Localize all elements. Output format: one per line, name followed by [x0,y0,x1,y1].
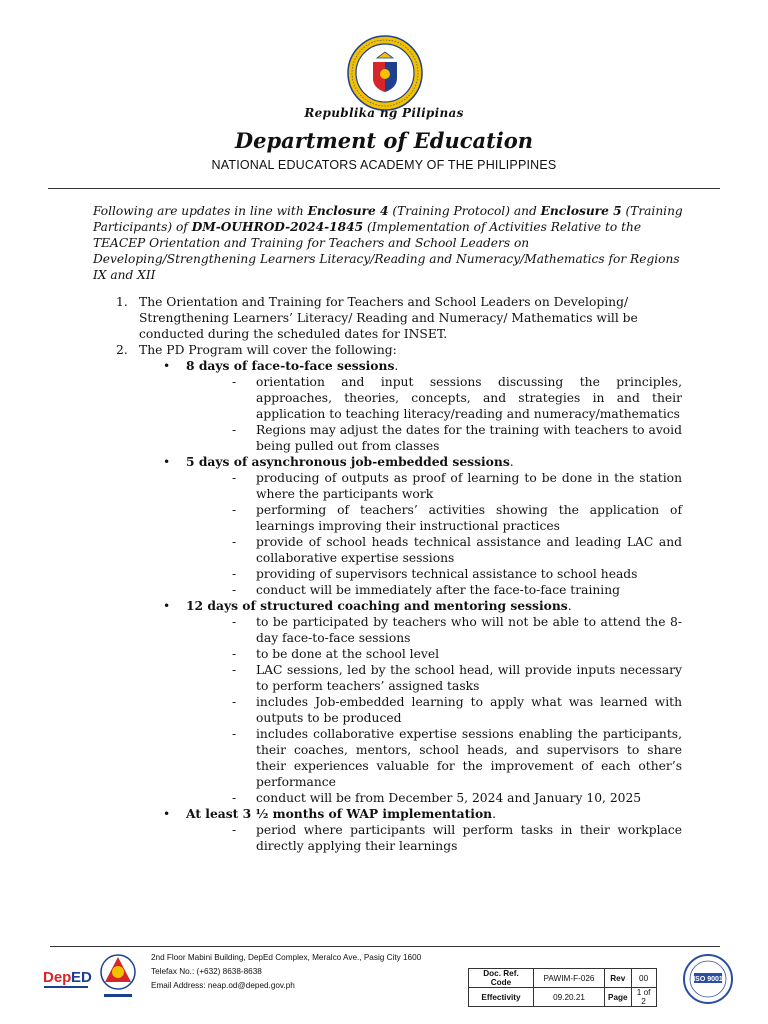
list-item-text: LAC sessions, led by the school head, will provide inputs necessary to perform teachers’ assigned tasks [256,663,682,693]
list-item [0,582,768,598]
dash-icon: - [232,375,237,389]
item-text: The PD Program will cover the following: [139,343,397,357]
intro-text-2: (Training Protocol) and [388,204,541,218]
list-item-text: to be done at the school level [256,647,440,661]
page-label: Page [605,988,632,1007]
footer-telefax: Telefax No.: (+632) 8638-8638 [151,967,262,976]
numbered-item [0,342,768,358]
list-item [0,662,768,694]
header-divider [48,188,720,189]
dash-icon: - [232,727,237,741]
section-heading [0,598,768,614]
intro-enclosure-4: Enclosure 4 [307,204,389,218]
intro-enclosure-5: Enclosure 5 [540,204,622,218]
intro-text-1: Following are updates in line with [93,204,308,218]
deped-logo [42,960,92,994]
doc-ref-table [468,968,657,1007]
doc-ref-value: PAWIM-F-026 [534,969,605,988]
dash-icon: - [232,791,237,805]
dash-icon: - [232,695,237,709]
section-heading [0,358,768,374]
list-item [0,502,768,534]
deped-seal-logo [346,34,424,112]
effectivity-label: Effectivity [469,988,534,1007]
dash-icon: - [232,535,237,549]
rev-value: 00 [631,969,656,988]
section-period: . [509,455,514,469]
dash-icon: - [232,647,237,661]
section-title: 12 days of structured coaching and mentoring sessions [186,598,568,613]
list-item-text: conduct will be immediately after the face-to-face training [256,583,621,597]
doc-ref-label: Doc. Ref. Code [469,969,534,988]
list-item-text: provide of school heads technical assistance and leading LAC and collaborative expertise sessions [256,535,682,565]
effectivity-value: 09.20.21 [534,988,605,1007]
document-body [0,294,768,854]
footer-address-block [151,951,421,993]
section-title: 8 days of face-to-face sessions [186,358,395,373]
list-item-text: period where participants will perform tasks in their workplace directly applying their learnings [256,823,682,853]
bagong-pilipinas-logo [98,952,138,1002]
bullet-icon: • [163,455,171,469]
list-item-text: to be participated by teachers who will not be able to attend the 8-day face-to-face sessions [256,615,682,645]
list-item [0,694,768,726]
list-item-text: includes collaborative expertise sessions enabling the participants, their coaches, mentors, school heads, and supervisors to share their experiences valuable for the improvement of each other’s performance [256,727,682,789]
footer-divider [50,946,720,947]
neap-subtitle: NATIONAL EDUCATORS ACADEMY OF THE PHILIPPINES [211,158,557,172]
page-value: 1 of 2 [631,988,656,1007]
intro-text-3: (Training Participants) of [93,204,683,234]
bullet-icon: • [163,599,171,613]
list-item [0,422,768,454]
dash-icon: - [232,823,237,837]
intro-text-4: (Implementation of Activities Relative to the TEACEP Orientation and Training for Teachers and School Leaders on Developing/Strengthening Learners Literacy/Reading and Numeracy/Mathematics for Regions IX and XII [93,220,680,282]
bullet-icon: • [163,359,171,373]
list-item [0,566,768,582]
dash-icon: - [232,567,237,581]
list-item [0,374,768,422]
dash-icon: - [232,663,237,677]
department-title: Department of Education [234,128,534,153]
item-text: The Orientation and Training for Teachers and School Leaders on Developing/ Strengthening Learners’ Literacy/ Reading and Numeracy/ Mathematics will be conducted during the scheduled dates for INSET. [139,295,638,341]
section-period: . [492,807,497,821]
section-heading [0,806,768,822]
list-item [0,534,768,566]
list-item-text: conduct will be from December 5, 2024 and January 10, 2025 [256,791,642,805]
intro-memo-code: DM-OUHROD-2024-1845 [191,220,364,234]
list-item [0,790,768,806]
iso-text: ISO 9001 [693,976,723,983]
list-item-text: Regions may adjust the dates for the training with teachers to avoid being pulled out from classes [256,423,682,453]
section-period: . [567,599,572,613]
dash-icon: - [232,615,237,629]
footer-address: 2nd Floor Mabini Building, DepEd Complex, Meralco Ave., Pasig City 1600 [151,953,422,962]
dash-icon: - [232,423,237,437]
dash-icon: - [232,503,237,517]
section-title: 5 days of asynchronous job-embedded sessions [186,454,510,469]
svg-text:Dep: Dep [43,969,72,986]
footer-email: Email Address: neap.od@deped.gov.ph [151,981,295,990]
table-row [469,969,657,988]
rev-label: Rev [605,969,632,988]
list-item-text: providing of supervisors technical assistance to school heads [256,567,638,581]
list-item [0,614,768,646]
republika-heading: Republika ng Pilipinas [304,106,464,120]
dash-icon: - [232,471,237,485]
section-heading [0,454,768,470]
list-item-text: performing of teachers’ activities showing the application of learnings improving their instructional practices [256,503,682,533]
table-row [469,988,657,1007]
item-number: 1. [116,295,128,309]
item-number: 2. [116,343,128,357]
list-item-text: orientation and input sessions discussing the principles, approaches, theories, concepts, and strategies in and their application to teaching literacy/reading and numeracy/mathematics [256,375,682,421]
iso-certification-badge [682,953,734,1005]
section-title: At least 3 ½ months of WAP implementation [186,806,493,821]
list-item [0,470,768,502]
list-item-text: includes Job-embedded learning to apply what was learned with outputs to be produced [256,695,682,725]
numbered-item [0,294,768,342]
list-item [0,726,768,790]
list-item-text: producing of outputs as proof of learning to be done in the station where the participants work [256,471,682,501]
section-period: . [394,359,399,373]
bullet-icon: • [163,807,171,821]
intro-paragraph [93,203,685,283]
list-item [0,822,768,854]
dash-icon: - [232,583,237,597]
list-item [0,646,768,662]
svg-text:ED: ED [71,969,92,986]
